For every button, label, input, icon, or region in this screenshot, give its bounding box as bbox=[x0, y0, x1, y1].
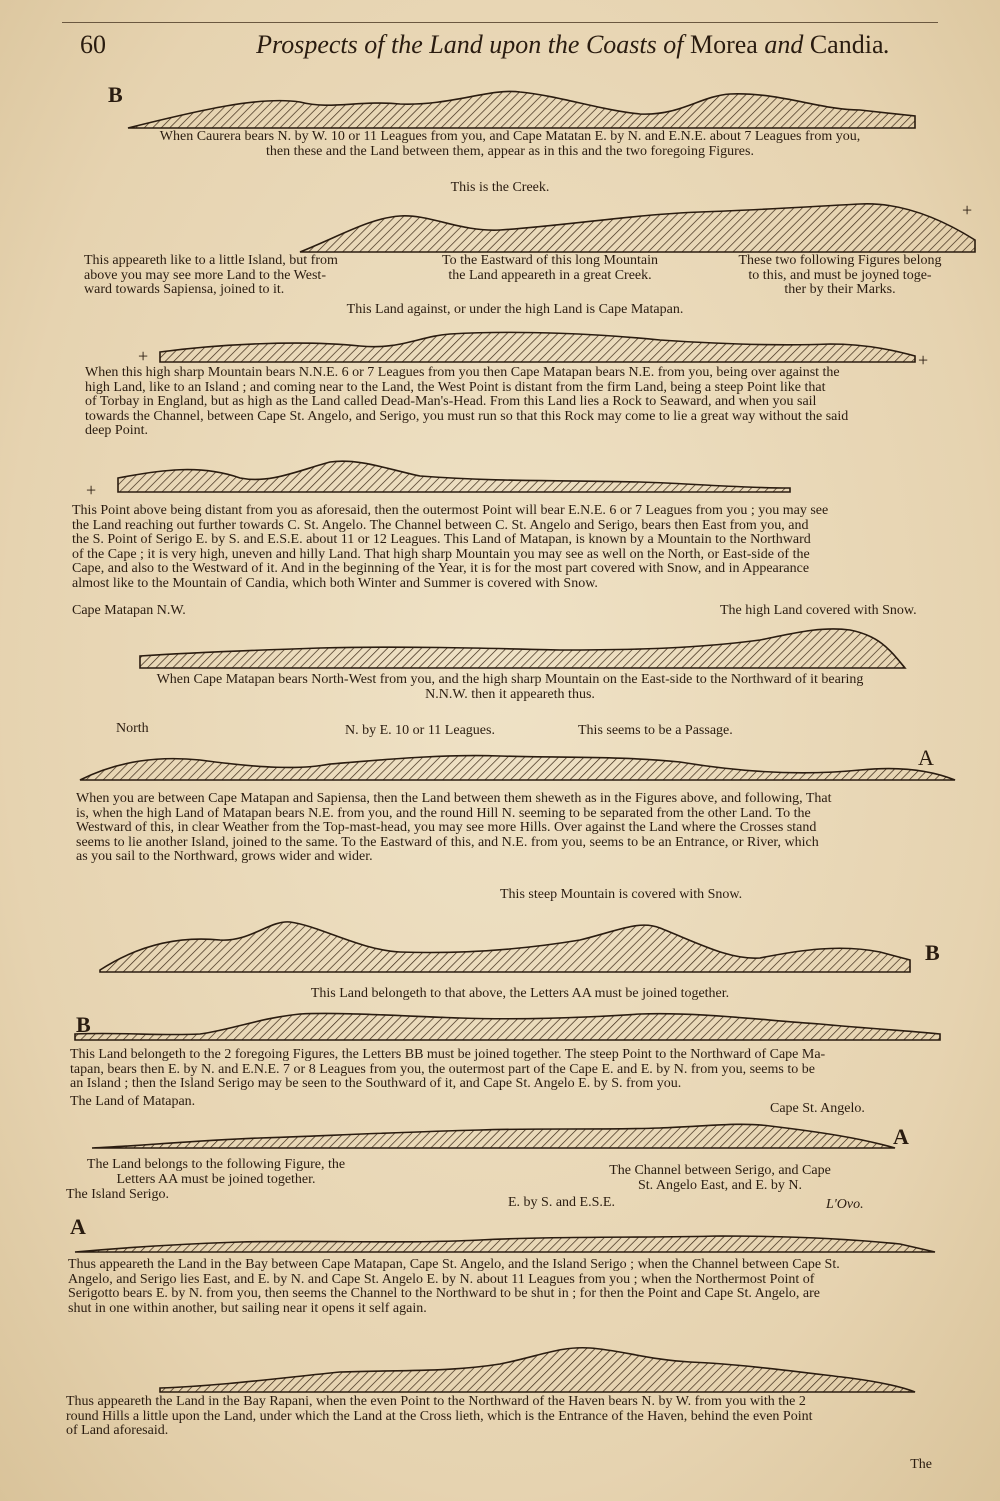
caption-3: When this high sharp Mountain bears N.N.E. 6 or 7 Leagues from you then Cape Matapan bears N.E. from you, being over against the high Land, like to an Island ; and coming near to the Land, the West Point is distant from the firm Land, being a steep Point like that of Torbay in England, but as high as the Land called Dead-Man's-Head. From this Land lies a Rock to Seaward, and when you sail towards the Channel, between Cape St. Angelo, and Serigo, you must run so that this Rock may come to lie a great way without the said deep Point. bbox=[85, 365, 849, 438]
caption-2-middle: To the Eastward of this long Mountain the Land appeareth in a great Creek. bbox=[442, 253, 658, 283]
caption-2-right: These two following Figures belong to this, and must be joyned toge- ther by their Marks. bbox=[738, 253, 942, 297]
coast-profile-6 bbox=[80, 756, 955, 780]
caption-8: This Land belongeth to the 2 foregoing Figures, the Letters BB must be joined together. The steep Point to the Northward of Cape Ma- tapan, bears then E. by N. and E.N.E. 7 or 8 Leagues from you, the outermost part of the Cape E. and E. by N. from you, seems to be an Island ; then the Island Serigo may be seen to the Southward of it, and Cape St. Angelo E. by S. from you. bbox=[70, 1047, 826, 1091]
north-label: North bbox=[116, 721, 149, 736]
coast-profile-4 bbox=[118, 461, 790, 492]
caption-5: When Cape Matapan bears North-West from you, and the high sharp Mountain on the East-side to the Northward of it bearing N.N.W. then it appeareth thus. bbox=[156, 672, 864, 702]
caption-11: Thus appeareth the Land in the Bay Rapani, when the even Point to the Northward of the Haven bears N. by W. from you with the 2 round Hills a little upon the Land, under which the Land at the Cross lieth, which is the Entrance of the Haven, behind the even Point of Land aforesaid. bbox=[66, 1394, 813, 1438]
l-ovo-label: L'Ovo. bbox=[826, 1197, 864, 1212]
coast-profile-10 bbox=[75, 1236, 935, 1252]
mark-a-3: A bbox=[70, 1214, 86, 1239]
caption-9-left: The Land belongs to the following Figure, the Letters AA must be joined together. bbox=[86, 1157, 346, 1187]
cross-mark-4: + bbox=[86, 480, 97, 500]
catchword: The bbox=[910, 1457, 932, 1472]
e-by-s-label: E. by S. and E.S.E. bbox=[508, 1195, 615, 1210]
cross-mark-3: + bbox=[918, 350, 929, 370]
matapan-nw-label: Cape Matapan N.W. bbox=[72, 603, 186, 618]
page-number: 60 bbox=[80, 30, 106, 59]
island-serigo-label: The Island Serigo. bbox=[66, 1187, 170, 1202]
high-land-snow-label: The high Land covered with Snow. bbox=[720, 603, 917, 618]
mark-b-1: B bbox=[108, 82, 123, 107]
passage-label: This seems to be a Passage. bbox=[578, 723, 733, 738]
matapan-under-label: This Land against, or under the high Land is Cape Matapan. bbox=[346, 302, 684, 317]
mark-b-3: B bbox=[76, 1012, 91, 1037]
coast-profile-3 bbox=[160, 332, 915, 362]
page-title: Prospects of the Land upon the Coasts of Morea and Candia. bbox=[256, 30, 890, 59]
n-by-e-label: N. by E. 10 or 11 Leagues. bbox=[345, 723, 495, 738]
mark-a-2: A bbox=[893, 1124, 909, 1149]
steep-mountain-snow-label: This steep Mountain is covered with Snow. bbox=[500, 887, 743, 902]
coast-profile-8 bbox=[75, 1013, 940, 1040]
caption-1: When Caurera bears N. by W. 10 or 11 Leagues from you, and Cape Matatan E. by N. and E.N.E. about 7 Leagues from you, then these and the Land between them, appear as in this and the two foregoing Figures. bbox=[159, 129, 861, 159]
coast-profile-11 bbox=[160, 1348, 915, 1392]
caption-4: This Point above being distant from you as aforesaid, then the outermost Point will bear E.N.E. 6 or 7 Leagues from you ; you may see the Land reaching out further towards C. St. Angelo. The Channel between C. St. Angelo and Serigo, bears then East from you, and the S. Point of Serigo E. by S. and E.S.E. about 11 or 12 Leagues. This Land of Matapan, is known by a Mountain to the Northward of the Cape ; it is very high, uneven and hilly Land. That high sharp Mountain you may see as well on the North, or East-side of the Cape, and also to the Westward of it. And in the beginning of the Year, it is for the most part covered with Snow, and in Appearance almost like to the Mountain of Candia, which both Winter and Summer is covered with Snow. bbox=[72, 503, 829, 591]
coast-profile-1 bbox=[128, 91, 915, 128]
creek-label: This is the Creek. bbox=[450, 180, 550, 195]
land-of-matapan-label: The Land of Matapan. bbox=[70, 1094, 196, 1109]
mark-a-1: A bbox=[918, 745, 934, 770]
cross-mark-2: + bbox=[138, 346, 149, 366]
caption-2-left: This appeareth like to a little Island, but from above you may see more Land to the West- ward towards Sapiensa, joined to it. bbox=[84, 253, 338, 297]
coast-profile-7 bbox=[100, 922, 910, 972]
caption-7: This Land belongeth to that above, the Letters AA must be joined together. bbox=[310, 986, 730, 1001]
coast-profile-5 bbox=[140, 629, 905, 668]
caption-6: When you are between Cape Matapan and Sapiensa, then the Land between them sheweth as in the Figures above, and following, That is, when the high Land of Matapan bears N.E. from you, and the round Hill N. seeming to be separated from the other Land. To the Westward of this, in clear Weather from the Top-mast-head, you may see more Hills. Over against the Land where the Crosses stand seems to lie another Island, joined to the same. To the Eastward of this, and N.E. from you, seems to be an Entrance, or River, which as you sail to the Northward, grows wider and wider. bbox=[76, 791, 832, 864]
coast-profile-2 bbox=[300, 204, 975, 252]
caption-10: Thus appeareth the Land in the Bay between Cape Matapan, Cape St. Angelo, and the Island Serigo ; when the Channel between Cape St. Angelo, and Serigo lies East, and E. by N. and Cape St. Angelo E. by N. about 11 Leagues from you ; when the Northermost Point of Serigotto bears E. by N. from you, then seems the Channel to the Northward to be shut in ; for then the Point and Cape St. Angelo, are shut in one within another, but sailing near it opens it self again. bbox=[68, 1257, 840, 1316]
mark-b-2: B bbox=[925, 940, 940, 965]
cape-st-angelo-label: Cape St. Angelo. bbox=[770, 1101, 865, 1116]
cross-mark-1: + bbox=[962, 200, 973, 220]
coast-profile-9 bbox=[92, 1124, 895, 1148]
caption-9-right: The Channel between Serigo, and Cape St. Angelo East, and E. by N. bbox=[609, 1163, 831, 1193]
